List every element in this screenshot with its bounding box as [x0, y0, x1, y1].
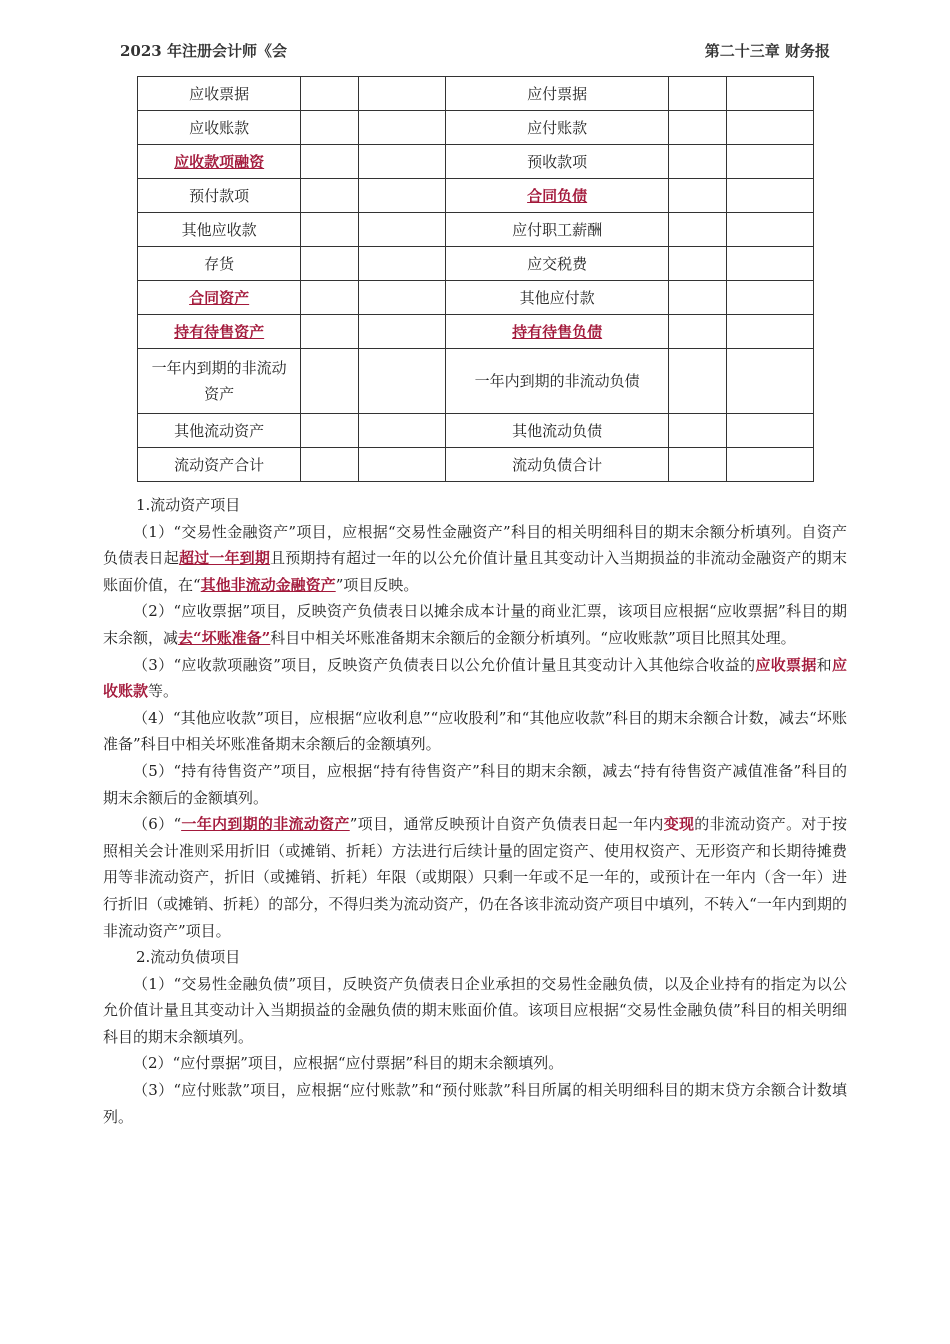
liability-value-cell: [726, 179, 813, 213]
paragraph: （5）“持有待售资产”项目，应根据“持有待售资产”科目的期末余额，减去“持有待售资产减值准备”科目的期末余额后的金额填列。: [103, 761, 847, 807]
asset-value-cell: [301, 77, 359, 111]
paragraph: （1）“交易性金融资产”项目，应根据“交易性金融资产”科目的相关明细科目的期末余额分析填列。自资产负债表日起超过一年到期且预期持有超过一年的以公允价值计量且其变动计入当期损益的非流动金融资产的期末账面价值，在“其他非流动金融资产”项目反映。: [103, 522, 847, 594]
table-row: [138, 315, 814, 349]
highlight: 变现: [663, 815, 695, 834]
asset-value-cell: [358, 315, 445, 349]
table-row: [138, 213, 814, 247]
balance-sheet-table: [137, 76, 814, 482]
table-row: [138, 281, 814, 315]
asset-value-cell: [301, 213, 359, 247]
paragraph: （2）“应收票据”项目，反映资产负债表日以摊余成本计量的商业汇票，该项目应根据“应收票据”科目的期末余额，减去“坏账准备”科目中相关坏账准备期末余额后的金额分析填列。“应收账款”项目比照其处理。: [103, 602, 847, 647]
liability-value-cell: [669, 111, 727, 145]
header-right: 第二十三章 财务报: [704, 42, 830, 60]
liability-item-cell: 合同负债: [446, 179, 669, 213]
asset-item-cell: 存货: [138, 247, 301, 281]
asset-value-cell: [301, 448, 359, 482]
liability-value-cell: [669, 247, 727, 281]
liability-value-cell: [669, 145, 727, 179]
asset-item-cell: 一年内到期的非流动 资产: [138, 349, 301, 414]
liability-value-cell: [669, 281, 727, 315]
asset-item-cell: 应收票据: [138, 77, 301, 111]
asset-value-cell: [301, 145, 359, 179]
asset-value-cell: [358, 448, 445, 482]
asset-value-cell: [301, 414, 359, 448]
table-row: [138, 247, 814, 281]
paragraph: （3）“应收款项融资”项目，反映资产负债表日以公允价值计量且其变动计入其他综合收益的应收票据和应收账款等。: [103, 655, 847, 701]
asset-item-cell: 流动资产合计: [138, 448, 301, 482]
table-row: [138, 179, 814, 213]
liability-value-cell: [669, 414, 727, 448]
table-row: [138, 77, 814, 111]
asset-value-cell: [301, 315, 359, 349]
content: [103, 492, 847, 1130]
liability-value-cell: [669, 349, 727, 414]
liability-item-cell: 应付账款: [446, 111, 669, 145]
liability-value-cell: [726, 315, 813, 349]
asset-value-cell: [358, 145, 445, 179]
liability-value-cell: [726, 145, 813, 179]
liability-value-cell: [669, 77, 727, 111]
liability-value-cell: [726, 213, 813, 247]
liability-value-cell: [726, 111, 813, 145]
liability-item-cell: 其他应付款: [446, 281, 669, 315]
paragraph: （2）“应付票据”项目，应根据“应付票据”科目的期末余额填列。: [133, 1054, 564, 1073]
asset-value-cell: [358, 111, 445, 145]
asset-value-cell: [301, 247, 359, 281]
liability-value-cell: [669, 448, 727, 482]
highlight: 其他非流动金融资产: [200, 575, 336, 594]
liability-item-cell: 其他流动负债: [446, 414, 669, 448]
liability-item-cell: 一年内到期的非流动负债: [446, 349, 669, 414]
highlight: 应收票据: [755, 655, 817, 674]
table-row: [138, 145, 814, 179]
asset-value-cell: [358, 349, 445, 414]
asset-value-cell: [301, 349, 359, 414]
liability-value-cell: [726, 77, 813, 111]
liability-item-cell: 流动负债合计: [446, 448, 669, 482]
liability-value-cell: [726, 448, 813, 482]
asset-value-cell: [358, 213, 445, 247]
highlight: 去“坏账准备”: [178, 628, 271, 647]
liability-value-cell: [669, 315, 727, 349]
asset-value-cell: [301, 281, 359, 315]
paragraph: （1）“交易性金融负债”项目，反映资产负债表日企业承担的交易性金融负债，以及企业持有的指定为以公允价值计量且其变动计入当期损益的金融负债的期末账面价值。该项目应根据“交易性金融负债”科目的相关明细科目的期末余额填列。: [103, 974, 847, 1046]
asset-value-cell: [301, 179, 359, 213]
highlight: 一年内到期的非流动资产: [181, 815, 350, 834]
liability-item-cell: 预收款项: [446, 145, 669, 179]
asset-item-cell: 应收款项融资: [138, 145, 301, 179]
asset-value-cell: [358, 247, 445, 281]
liability-item-cell: 应交税费: [446, 247, 669, 281]
asset-item-cell: 应收账款: [138, 111, 301, 145]
table-row: [138, 414, 814, 448]
table-row: [138, 111, 814, 145]
liability-value-cell: [726, 414, 813, 448]
liability-value-cell: [669, 213, 727, 247]
liability-value-cell: [726, 281, 813, 315]
asset-item-cell: 其他流动资产: [138, 414, 301, 448]
highlight: 超过一年到期: [178, 549, 271, 568]
page-header: [120, 36, 830, 60]
liability-item-cell: 应付职工薪酬: [446, 213, 669, 247]
asset-item-cell: 其他应收款: [138, 213, 301, 247]
liability-value-cell: [726, 247, 813, 281]
asset-value-cell: [358, 281, 445, 315]
table-row: [138, 448, 814, 482]
section-title-current-liabilities: 2.流动负债项目: [136, 948, 241, 967]
liability-item-cell: 持有待售负债: [446, 315, 669, 349]
liability-item-cell: 应付票据: [446, 77, 669, 111]
asset-value-cell: [358, 77, 445, 111]
asset-value-cell: [358, 414, 445, 448]
asset-value-cell: [301, 111, 359, 145]
paragraph: （4）“其他应收款”项目，应根据“应收利息”“应收股利”和“其他应收款”科目的期末余额合计数，减去“坏账准备”科目中相关坏账准备期末余额后的金额填列。: [103, 708, 847, 754]
asset-item-cell: 预付款项: [138, 179, 301, 213]
liability-value-cell: [726, 349, 813, 414]
section-title-current-assets: 1.流动资产项目: [136, 496, 241, 514]
asset-item-cell: 合同资产: [138, 281, 301, 315]
paragraph: （6）“一年内到期的非流动资产”项目，通常反映预计自资产负债表日起一年内变现的非流动资产。对于按照相关会计准则采用折旧（或摊销、折耗）方法进行后续计量的固定资产、使用权资产、无形资产和长期待摊费用等非流动资产，折旧（或摊销、折耗）年限（或期限）只剩一年或不足一年的，或预计在一年内（含一年）进行折旧（或摊销、折耗）的部分，不得归类为流动资产，仍在各该非流动资产项目中填列，不转入“一年内到期的非流动资产”项目。: [103, 815, 847, 940]
liability-value-cell: [669, 179, 727, 213]
highlight: 应收账款: [103, 655, 847, 701]
header-left: 2023 年注册会计师《会: [120, 42, 287, 60]
asset-item-cell: 持有待售资产: [138, 315, 301, 349]
asset-value-cell: [358, 179, 445, 213]
table-row: [138, 349, 814, 414]
paragraph: （3）“应付账款”项目，应根据“应付账款”和“预付账款”科目所属的相关明细科目的期末贷方余额合计数填列。: [103, 1081, 847, 1126]
